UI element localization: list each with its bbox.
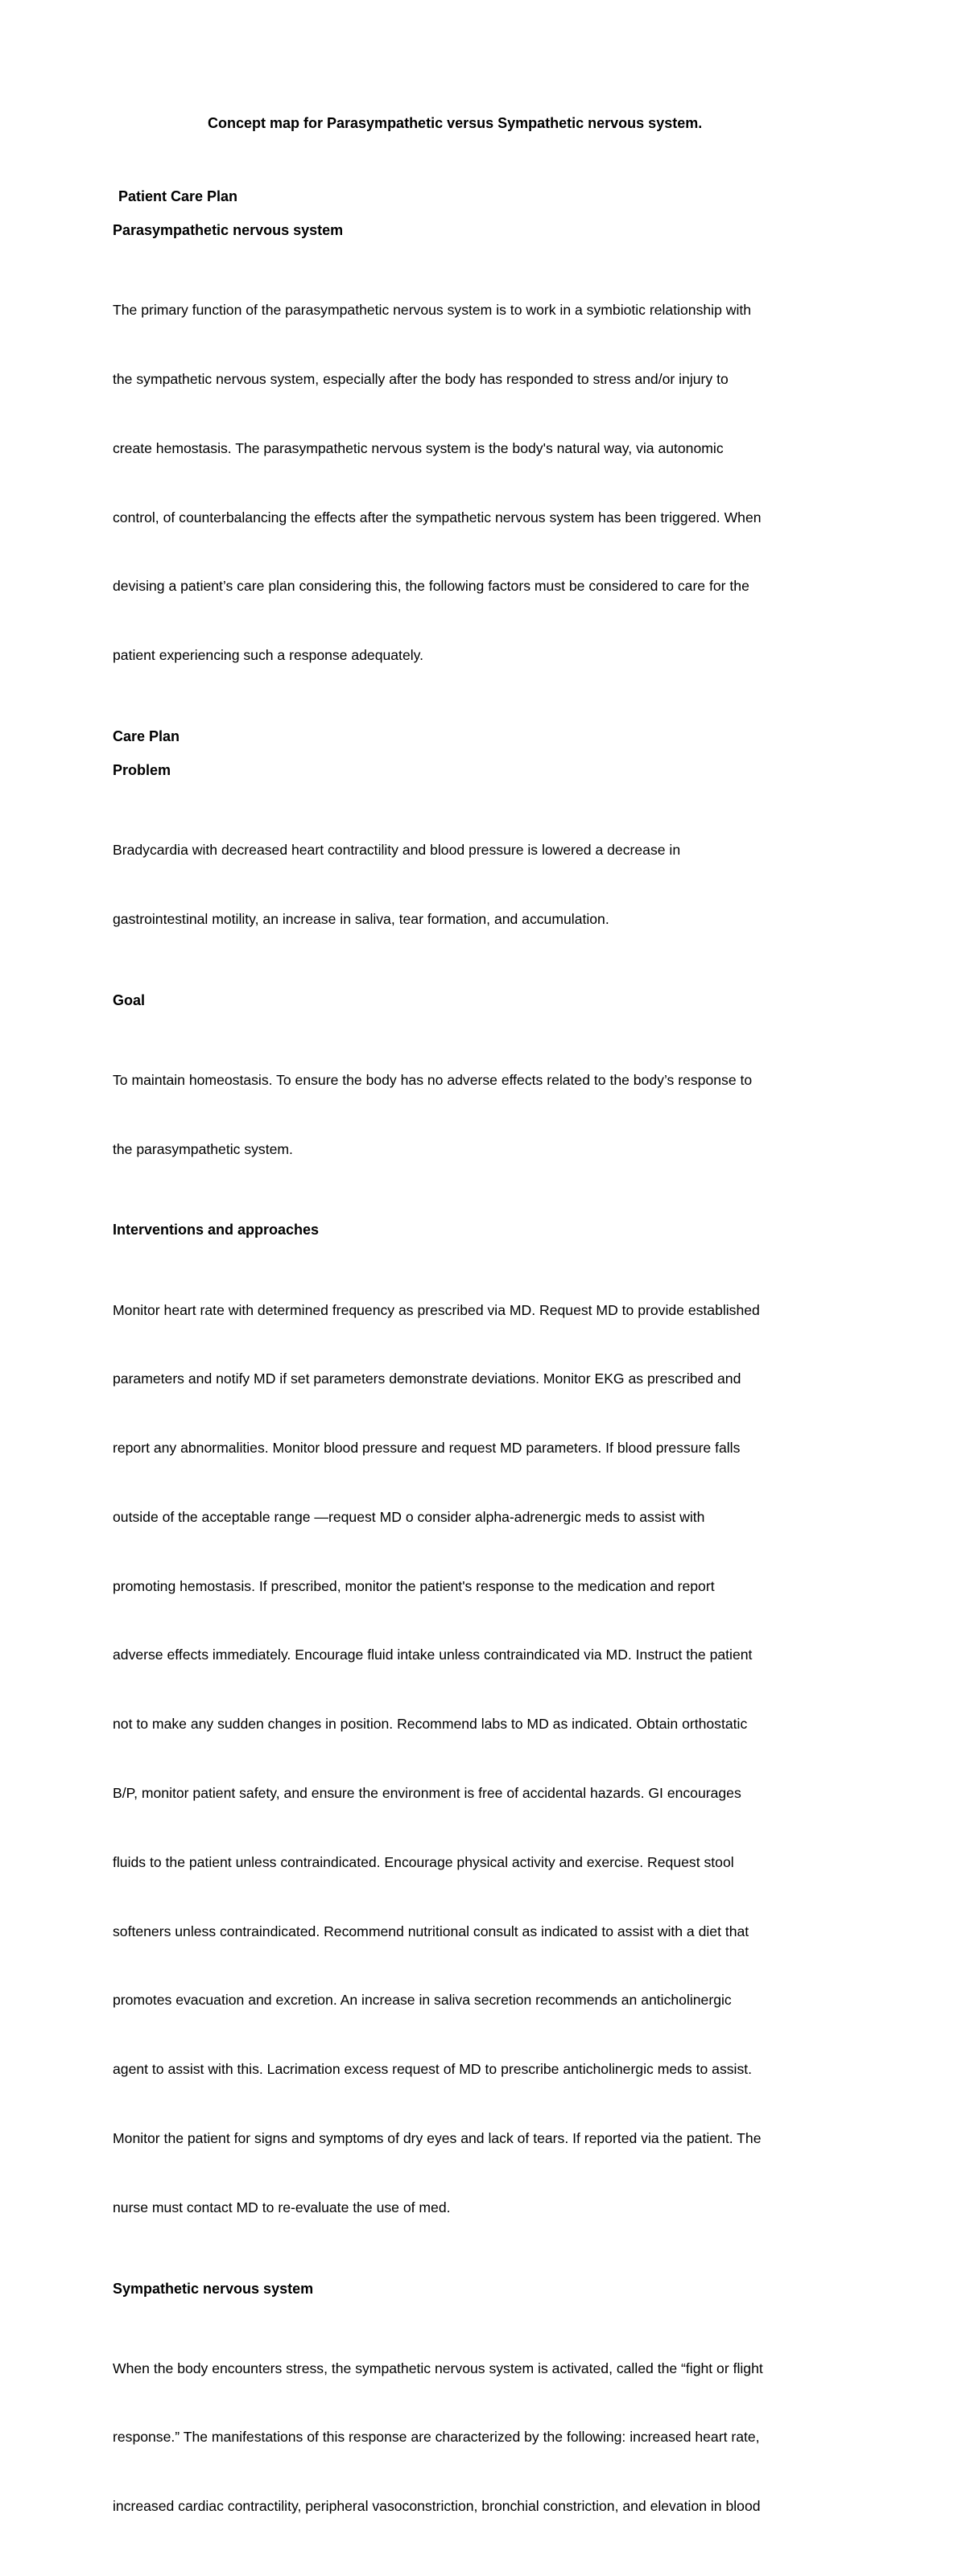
interventions-paragraph: [113, 1252, 849, 2265]
paragraph-line: Monitor heart rate with determined frequency as prescribed via MD. Request MD to provide established: [113, 1301, 760, 1318]
paragraph-line: parameters and notify MD if set parameters demonstrate deviations. Monitor EKG as prescribed and: [113, 1370, 741, 1387]
paragraph-line: When the body encounters stress, the sympathetic nervous system is activated, called the “fight or flight: [113, 2360, 763, 2376]
paragraph-line: agent to assist with this. Lacrimation excess request of MD to prescribe anticholinergic meds to assist.: [113, 2061, 753, 2078]
paragraph-line: adverse effects immediately. Encourage fluid intake unless contraindicated via MD. Instruct the patient: [113, 1647, 753, 1663]
paragraph-line: promoting hemostasis. If prescribed, monitor the patient's response to the medication and report: [113, 1577, 715, 1594]
paragraph-line: patient experiencing such a response adequately.: [113, 647, 424, 664]
sympathetic-paragraph: [113, 2311, 849, 2565]
document-body: [113, 185, 849, 2576]
problem-heading: Problem: [113, 761, 171, 778]
paragraph-line: The primary function of the parasympathetic nervous system is to work in a symbiotic relationship with: [113, 302, 752, 319]
paragraph-line: promotes evacuation and excretion. An increase in saliva secretion recommends an anticholinergic: [113, 1992, 732, 2009]
care-plan-heading: Care Plan: [113, 727, 180, 744]
paragraph-line: increased cardiac contractility, peripheral vasoconstriction, bronchial constriction, and elevation in blood: [113, 2498, 761, 2515]
paragraph-line: To maintain homeostasis. To ensure the body has no adverse effects related to the body’s response to: [113, 1071, 753, 1088]
paragraph-line: gastrointestinal motility, an increase in saliva, tear formation, and accumulation.: [113, 910, 609, 927]
paragraph-line: create hemostasis. The parasympathetic nervous system is the body's natural way, via autonomic: [113, 439, 724, 456]
paragraph-line: Bradycardia with decreased heart contractility and blood pressure is lowered a decrease in: [113, 842, 681, 859]
paragraph-line: response.” The manifestations of this response are characterized by the following: increased heart rate,: [113, 2429, 760, 2446]
document-title: Concept map for Parasympathetic versus Sympathetic nervous system.: [208, 115, 703, 131]
interventions-heading: Interventions and approaches: [113, 1222, 320, 1239]
goal-paragraph: [113, 1023, 849, 1207]
patient-care-plan-heading: Patient Care Plan: [118, 188, 238, 204]
paragraph-line: nurse must contact MD to re-evaluate the use of med.: [113, 2199, 451, 2215]
paragraph-line: B/P, monitor patient safety, and ensure the environment is free of accidental hazards. GI encourages: [113, 1785, 741, 1802]
paragraph-line: report any abnormalities. Monitor blood pressure and request MD parameters. If blood pressure falls: [113, 1440, 741, 1457]
problem-paragraph: [113, 793, 849, 977]
paragraph-line: fluids to the patient unless contraindicated. Encourage physical activity and exercise. Request stool: [113, 1853, 734, 1870]
goal-heading: Goal: [113, 991, 146, 1008]
parasympathetic-intro-paragraph: [113, 253, 849, 713]
paragraph-line: devising a patient’s care plan considering this, the following factors must be considered to care for the: [113, 578, 749, 595]
parasympathetic-heading: Parasympathetic nervous system: [113, 222, 344, 238]
paragraph-line: not to make any sudden changes in position. Recommend labs to MD as indicated. Obtain orthostatic: [113, 1716, 748, 1733]
paragraph-line: outside of the acceptable range —request MD o consider alpha-adrenergic meds to assist with: [113, 1508, 705, 1525]
paragraph-line: Monitor the patient for signs and symptoms of dry eyes and lack of tears. If reported via the patient. The: [113, 2129, 762, 2146]
sympathetic-heading: Sympathetic nervous system: [113, 2280, 314, 2297]
paragraph-line: control, of counterbalancing the effects after the sympathetic nervous system has been triggered. When: [113, 509, 762, 526]
paragraph-line: softeners unless contraindicated. Recommend nutritional consult as indicated to assist with a diet that: [113, 1923, 749, 1939]
paragraph-line: the parasympathetic system.: [113, 1140, 293, 1157]
paragraph-line: the sympathetic nervous system, especially after the body has responded to stress and/or injury to: [113, 370, 729, 387]
